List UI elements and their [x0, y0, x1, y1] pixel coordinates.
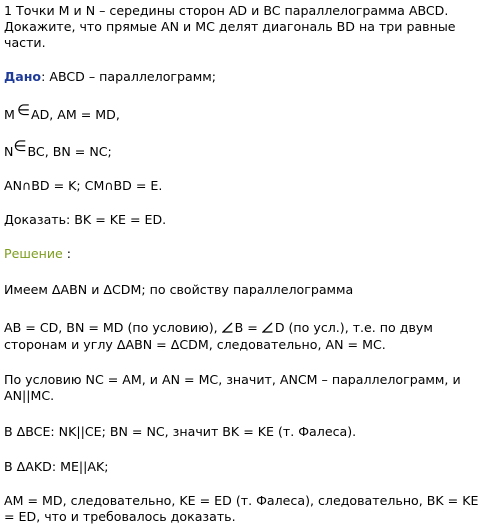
- given-m-prefix: M: [4, 107, 15, 122]
- given-m-line: [4, 101, 120, 123]
- solution-paragraph-6-line-2: = ED, что и требовалось доказать.: [4, 509, 236, 524]
- element-of-icon: ∈: [16, 101, 30, 119]
- problem-line-2: Докажите, что прямые AN и MC делят диагональ BD на три равные: [4, 19, 456, 34]
- solution-label: Решение: [4, 246, 63, 261]
- solution-p2-part2: B =: [234, 320, 258, 335]
- solution-label-suffix: :: [62, 246, 72, 261]
- given-label: Дано: [4, 69, 42, 84]
- solution-paragraph-3-line-1: По условию NC = AM, и AN = MC, значит, ANCM – параллелограмм, и: [4, 372, 461, 387]
- given-n-line: [4, 137, 112, 160]
- solution-heading: [4, 246, 71, 262]
- given-line: [4, 69, 216, 85]
- solution-paragraph-4: В ΔBCE: NK||CE; BN = NC, значит BK = KE (т. Фалеса).: [4, 424, 357, 439]
- given-intersections: AN∩BD = K; CM∩BD = E.: [4, 178, 163, 193]
- solution-paragraph-3-line-2: AN||MC.: [4, 388, 55, 403]
- given-text: : ABCD – параллелограмм;: [41, 69, 216, 84]
- given-m-suffix: AD, AM = MD,: [30, 107, 120, 122]
- solution-paragraph-6-line-1: AM = MD, следовательно, KE = ED (т. Фалеса), следовательно, BK = KE: [4, 493, 479, 508]
- prove-statement: Доказать: BK = KE = ED.: [4, 212, 167, 227]
- solution-paragraph-1: Имеем ΔABN и ΔCDM; по свойству параллелограмма: [4, 282, 354, 297]
- problem-line-1: 1 Точки M и N – середины сторон AD и BC параллелограмма ABCD.: [4, 3, 449, 18]
- solution-paragraph-2-line-2: сторонам и углу ΔABN = ΔCDM, следовательно, AN = MC.: [4, 337, 386, 352]
- solution-p2-part1: AB = CD, BN = MD (по условию),: [4, 320, 218, 335]
- solution-paragraph-5: В ΔAKD: ME||AK;: [4, 459, 109, 474]
- given-n-prefix: N: [4, 144, 14, 159]
- problem-line-3: части.: [4, 35, 46, 50]
- element-of-icon: ∈: [13, 137, 27, 155]
- angle-icon: [222, 322, 233, 333]
- angle-icon: [262, 322, 273, 333]
- solution-p2-part3: D (по усл.), т.е. по двум: [274, 320, 433, 335]
- given-n-suffix: BC, BN = NC;: [27, 144, 112, 159]
- solution-paragraph-2-line-1: [4, 320, 433, 336]
